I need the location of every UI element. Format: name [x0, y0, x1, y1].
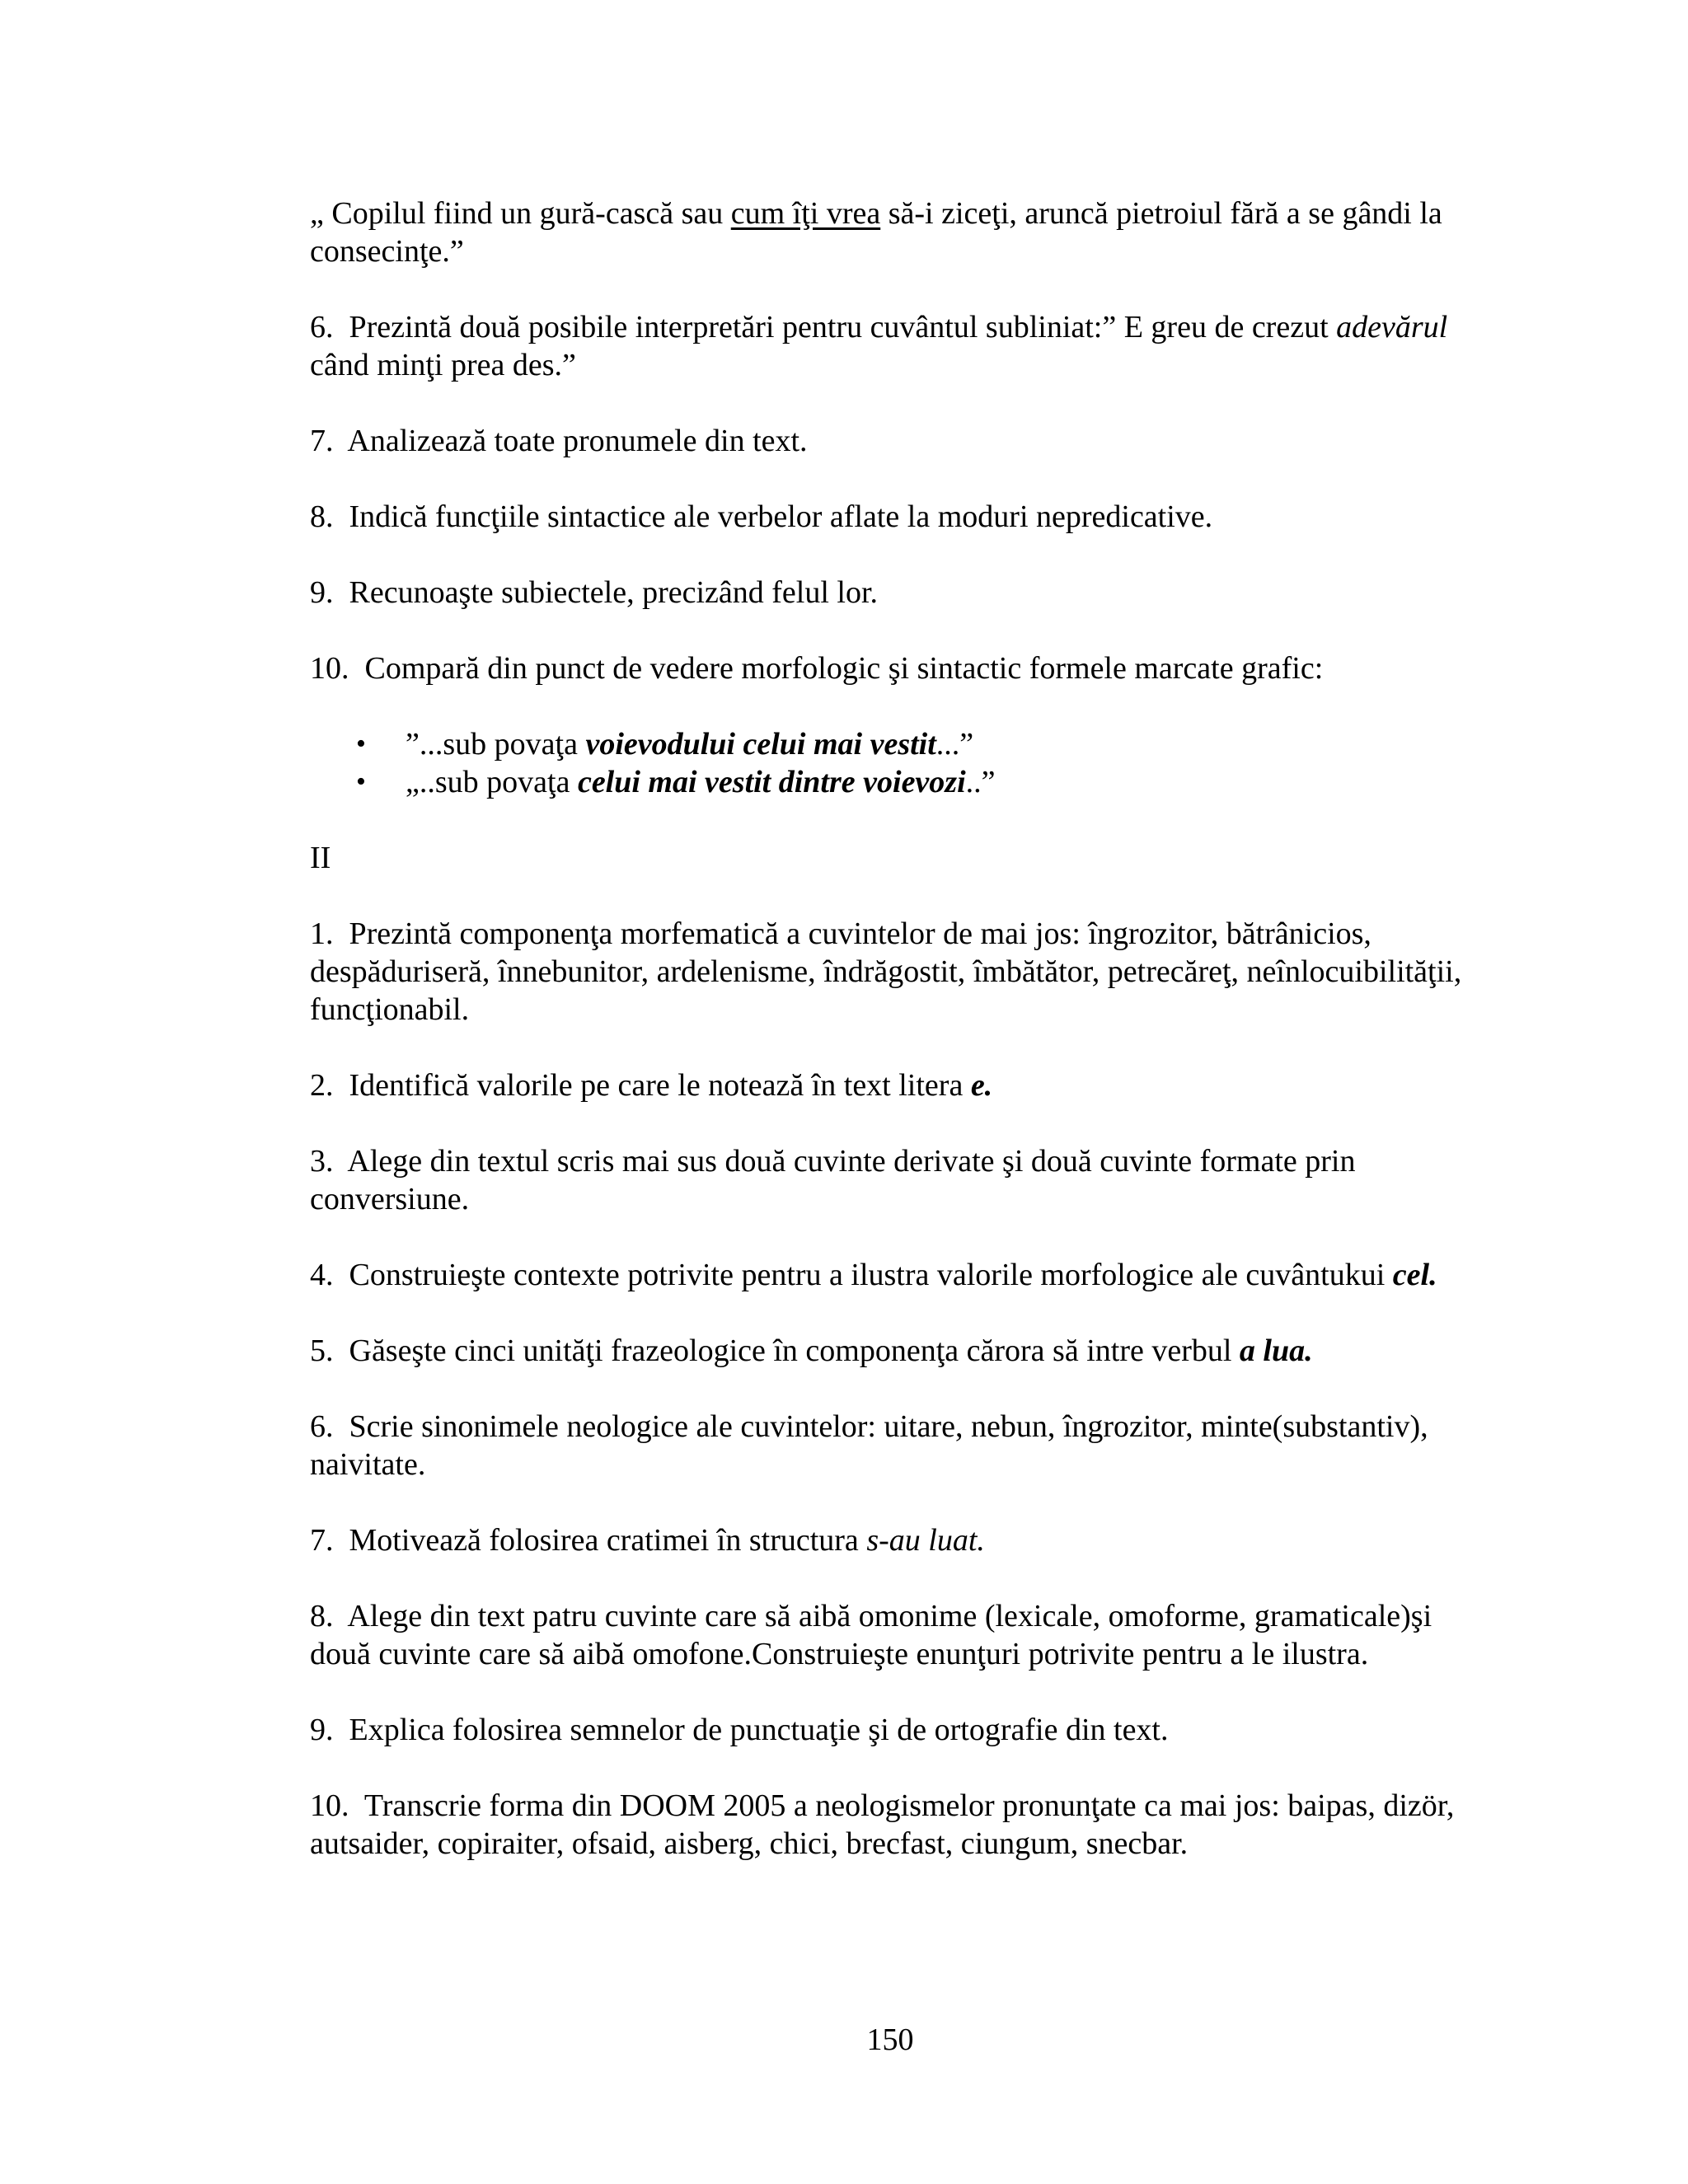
exercise-ii-5: [310, 1332, 1480, 1370]
exercise-number: 4.: [310, 1258, 334, 1292]
bullet-marker: •: [356, 766, 366, 797]
bold-italic-phrase: celui mai vestit dintre voievozi: [577, 765, 966, 799]
exercise-number: 9.: [310, 1713, 334, 1747]
bold-italic-word: cel.: [1392, 1258, 1437, 1292]
exercise-text: Găseşte cinci unităţi frazeologice în componenţa cărora să intre verbul: [349, 1333, 1240, 1368]
bullet-text-end: ..”: [965, 765, 996, 799]
exercise-ii-9: [310, 1711, 1480, 1749]
bold-italic-phrase: voievodului celui mai vestit: [585, 727, 936, 762]
exercise-number: 10.: [310, 651, 349, 686]
exercise-9: [310, 574, 1480, 612]
exercise-ii-8: [310, 1597, 1480, 1673]
exercise-number: 9.: [310, 575, 334, 610]
exercise-text: Transcrie forma din DOOM 2005 a neologismelor pronunţate ca mai jos: baipas, dizör, autsaider, copiraiter, ofsaid, aisberg, chici, brecfast, ciungum, snecbar.: [310, 1788, 1455, 1861]
exercise-7: [310, 422, 1480, 460]
exercise-number: 6.: [310, 1409, 334, 1444]
quote-paragraph: [310, 194, 1480, 270]
exercise-ii-3: [310, 1142, 1480, 1218]
exercise-text: Identifică valorile pe care le notează în text litera: [349, 1068, 971, 1103]
bullet-list: [310, 725, 1480, 801]
exercise-number: 6.: [310, 310, 334, 344]
exercise-text: Scrie sinonimele neologice ale cuvintelor: uitare, nebun, îngrozitor, minte(substantiv), naivitate.: [310, 1409, 1428, 1482]
exercise-ii-6: [310, 1408, 1480, 1483]
exercise-text: Alege din textul scris mai sus două cuvinte derivate şi două cuvinte formate prin conversiune.: [310, 1144, 1356, 1216]
exercise-text: Construieşte contexte potrivite pentru a ilustra valorile morfologice ale cuvântukui: [349, 1258, 1393, 1292]
exercise-6: [310, 308, 1480, 384]
page-number: 150: [866, 2022, 914, 2057]
exercise-ii-1: [310, 915, 1480, 1029]
exercise-text-end: când minţi prea des.”: [310, 348, 576, 382]
exercise-8: [310, 498, 1480, 536]
section-heading: II: [310, 841, 331, 875]
bullet-item: [356, 725, 1480, 763]
exercise-text: Prezintă componenţa morfematică a cuvintelor de mai jos: îngrozitor, bătrânicios, despăduriseră, înnebunitor, ardelenisme, îndrăgostit, îmbătător, petrecăreţ, neînlocuibilităţii, funcţionabil.: [310, 916, 1462, 1027]
exercise-ii-10: [310, 1787, 1480, 1863]
exercise-text: Prezintă două posibile interpretări pentru cuvântul subliniat:” E greu de crezut: [349, 310, 1337, 344]
exercise-ii-7: [310, 1521, 1480, 1559]
bold-italic-word: e.: [970, 1068, 993, 1103]
bullet-text: „..sub povaţa: [406, 765, 578, 799]
exercise-number: 5.: [310, 1333, 334, 1368]
italic-word: s-au luat.: [866, 1523, 985, 1558]
exercise-ii-4: [310, 1256, 1480, 1294]
exercise-text: Alege din text patru cuvinte care să aibă omonime (lexicale, omoforme, gramaticale)şi două cuvinte care să aibă omofone.Construieşte enunţuri potrivite pentru a le ilustra.: [310, 1599, 1432, 1671]
exercise-number: 3.: [310, 1144, 334, 1179]
bold-italic-word: a lua.: [1239, 1333, 1313, 1368]
exercise-number: 7.: [310, 424, 334, 458]
underlined-phrase: cum îţi vrea: [730, 196, 881, 231]
exercise-text: Recunoaşte subiectele, precizând felul lor.: [349, 575, 879, 610]
exercise-text: Compară din punct de vedere morfologic şi sintactic formele marcate grafic:: [364, 651, 1324, 686]
bullet-marker: •: [356, 729, 366, 759]
exercise-number: 2.: [310, 1068, 334, 1103]
exercise-number: 7.: [310, 1523, 334, 1558]
exercise-number: 8.: [310, 1599, 334, 1633]
exercise-text: Indică funcţiile sintactice ale verbelor aflate la moduri nepredicative.: [349, 499, 1213, 534]
italic-word: adevărul: [1336, 310, 1448, 344]
quote-text-start: „ Copilul fiind un gură-cască sau: [310, 196, 731, 231]
exercise-ii-2: [310, 1066, 1480, 1104]
exercise-text: Motivează folosirea cratimei în structura: [349, 1523, 867, 1558]
exercise-number: 10.: [310, 1788, 349, 1823]
exercise-10: [310, 649, 1480, 687]
exercise-number: 8.: [310, 499, 334, 534]
page-content: [310, 194, 1480, 1863]
quote-text-end: să-i ziceţi, aruncă pietroiul fără a se gândi la consecinţe.”: [310, 196, 1442, 269]
exercise-text: Analizează toate pronumele din text.: [347, 424, 808, 458]
bullet-text: ”...sub povaţa: [406, 727, 586, 762]
bullet-text-end: ...”: [935, 727, 974, 762]
bullet-item: [356, 763, 1480, 801]
exercise-text: Explica folosirea semnelor de punctuaţie şi de ortografie din text.: [349, 1713, 1169, 1747]
exercise-number: 1.: [310, 916, 334, 951]
